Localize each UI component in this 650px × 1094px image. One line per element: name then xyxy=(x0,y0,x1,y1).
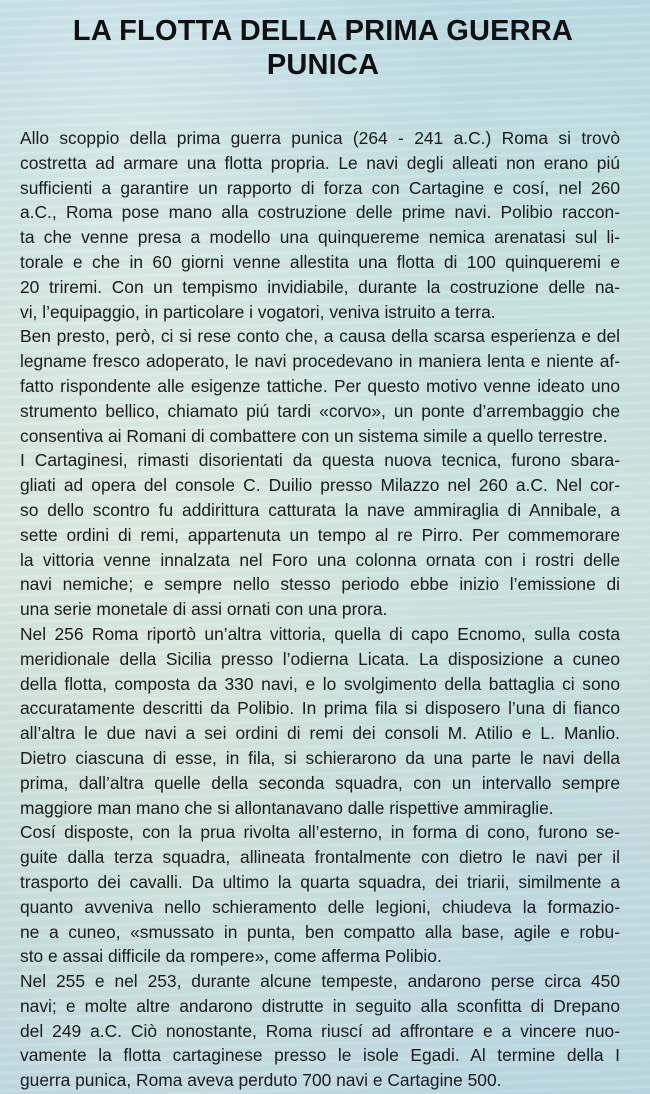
text-line: Dietro ciascuna di esse, in fila, si schierarono da una parte le navi della xyxy=(20,747,620,768)
text-line: fatto rispondente alle esigenze tattiche. Per questo motivo venne ideato uno xyxy=(20,375,620,396)
text-line: Nel 256 Roma riportò un’altra vittoria, quella di capo Ecnomo, sulla costa xyxy=(20,623,620,644)
text-line: Allo scoppio della prima guerra punica (264 - 241 a.C.) Roma si trovò xyxy=(20,128,620,148)
paragraph-6 xyxy=(20,969,620,1093)
text-line: legname fresco adoperato, le navi procedevano in maniera lenta e niente af- xyxy=(20,351,620,372)
text-line: navi nemiche; e sempre nello stesso periodo ebbe inizio l’emissione di xyxy=(20,574,620,595)
text-line: Cosí disposte, con la prua rivolta all’esterno, in forma di cono, furono se- xyxy=(20,822,620,843)
text-line: all’altra le due navi a sei ordini di remi dei consoli M. Atilio e L. Manlio. xyxy=(20,723,620,744)
text-line: trasporto dei cavalli. Da ultimo la quarta squadra, dei triarii, similmente a xyxy=(20,871,620,892)
text-line: prima, dall’altra quelle della seconda squadra, con un intervallo sempre xyxy=(20,772,620,793)
text-line: Nel 255 e nel 253, durante alcune tempeste, andarono perse circa 450 xyxy=(20,971,620,992)
text-line: consentiva ai Romani di combattere con un sistema simile a quello terrestre. xyxy=(20,425,608,446)
text-line: meridionale della Sicilia presso l’odierna Licata. La disposizione a cuneo xyxy=(20,648,620,669)
text-line: I Cartaginesi, rimasti disorientati da questa nuova tecnica, furono sbara- xyxy=(20,450,620,471)
text-line: maggiore man mano che si allontanavano dalle rispettive ammiraglie. xyxy=(20,797,554,818)
title-line-2: PUNICA xyxy=(266,49,380,81)
text-line: accuratamente descritti da Polibio. In prima fila si disposero l’una di fianco xyxy=(20,698,620,719)
text-line: sto e assai difficile da rompere», come afferma Polibio. xyxy=(20,946,442,967)
text-line: del 249 a.C. Ciò nonostante, Roma riuscí ad affrontare e a vincere nuo- xyxy=(20,1020,620,1041)
text-line: so dello scontro fu addirittura catturata la nave ammiraglia di Annibale, a xyxy=(20,499,620,520)
page-title xyxy=(20,14,620,82)
text-line: costretta ad armare una flotta propria. Le navi degli alleati non erano piú xyxy=(20,152,620,173)
text-line: a.C., Roma pose mano alla costruzione delle prime navi. Polibio raccon- xyxy=(20,202,620,223)
text-line: Ben presto, però, ci si rese conto che, a causa della scarsa esperienza e del xyxy=(20,326,620,347)
paragraph-3 xyxy=(20,448,620,622)
paragraph-1 xyxy=(20,126,620,324)
text-line: sufficienti a garantire un rapporto di forza con Cartagine e cosí, nel 260 xyxy=(20,177,620,198)
text-line: guite dalla terza squadra, allineata frontalmente con dietro le navi per il xyxy=(20,847,620,868)
article-body xyxy=(20,126,620,1093)
text-line: ta che venne presa a modello una quinquereme nemica arenatasi sul li- xyxy=(20,227,620,248)
paragraph-5 xyxy=(20,820,620,969)
text-line: vi, l’equipaggio, in particolare i vogatori, veniva istruito a terra. xyxy=(20,301,496,322)
text-line: strumento bellico, chiamato piú tardi «corvo», un ponte d’arrembaggio che xyxy=(20,400,620,421)
text-line: quanto avveniva nello schieramento delle legioni, chiudeva la formazio- xyxy=(20,896,620,917)
text-line: guerra punica, Roma aveva perduto 700 navi e Cartagine 500. xyxy=(20,1070,502,1091)
paragraph-2 xyxy=(20,324,620,448)
text-line: torale e che in 60 giorni venne allestita una flotta di 100 quinqueremi e xyxy=(20,251,620,272)
title-line-1: LA FLOTTA DELLA PRIMA GUERRA xyxy=(72,15,574,47)
text-line: gliati ad opera del console C. Duilio presso Milazzo nel 260 a.C. Nel cor- xyxy=(20,475,620,496)
text-line: 20 triremi. Con un tempismo invidiabile, durante la costruzione delle na- xyxy=(20,276,620,297)
text-line: una serie monetale di assi ornati con una prora. xyxy=(20,599,388,620)
text-line: navi; e molte altre andarono distrutte in seguito alla sconfitta di Drepano xyxy=(20,995,620,1016)
text-line: vamente la flotta cartaginese presso le isole Egadi. Al termine della I xyxy=(20,1045,620,1066)
paragraph-4 xyxy=(20,622,620,820)
text-line: della flotta, composta da 330 navi, e lo svolgimento della battaglia ci sono xyxy=(20,673,620,694)
text-line: sette ordini di remi, appartenuta un tempo al re Pirro. Per commemorare xyxy=(20,524,620,545)
text-line: la vittoria venne innalzata nel Foro una colonna ornata con i rostri delle xyxy=(20,549,620,570)
text-line: ne a cuneo, «smussato in punta, ben compatto alla base, agile e robu- xyxy=(20,921,620,942)
